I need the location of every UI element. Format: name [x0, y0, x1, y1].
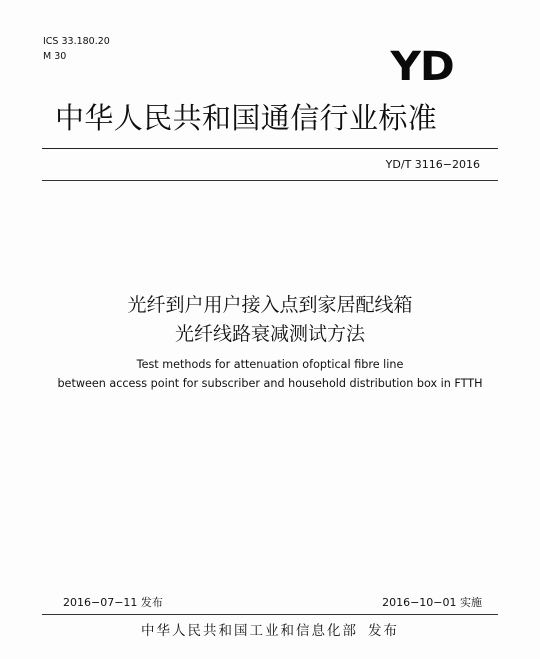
chinese-title-line-1: 光纤到户用户接入点到家居配线箱: [127, 294, 413, 316]
publish-date: 2016−07−11 发布: [63, 596, 163, 609]
chinese-title-line-2: 光纤线路衰减测试方法: [174, 323, 365, 345]
publisher-suffix: 发布: [368, 623, 399, 639]
publisher-name: 中华人民共和国工业和信息化部: [141, 623, 358, 639]
standard-code: YD/T 3116−2016: [385, 158, 480, 171]
ics-code: ICS 33.180.20: [43, 36, 110, 47]
publisher-line: [0, 622, 540, 640]
footer-divider: [42, 614, 498, 615]
implementation-date: 2016−10−01 实施: [382, 596, 482, 609]
yd-logo: YD: [390, 44, 454, 90]
english-title-line-2: between access point for subscriber and household distribution box in FTTH: [57, 377, 483, 390]
english-title-line-1: Test methods for attenuation ofoptical fibre line: [136, 358, 404, 371]
standard-category-title: 中华人民共和国通信行业标准: [55, 101, 438, 135]
header-divider: [42, 180, 498, 181]
classification-code: M 30: [43, 51, 67, 62]
top-divider: [42, 148, 498, 149]
